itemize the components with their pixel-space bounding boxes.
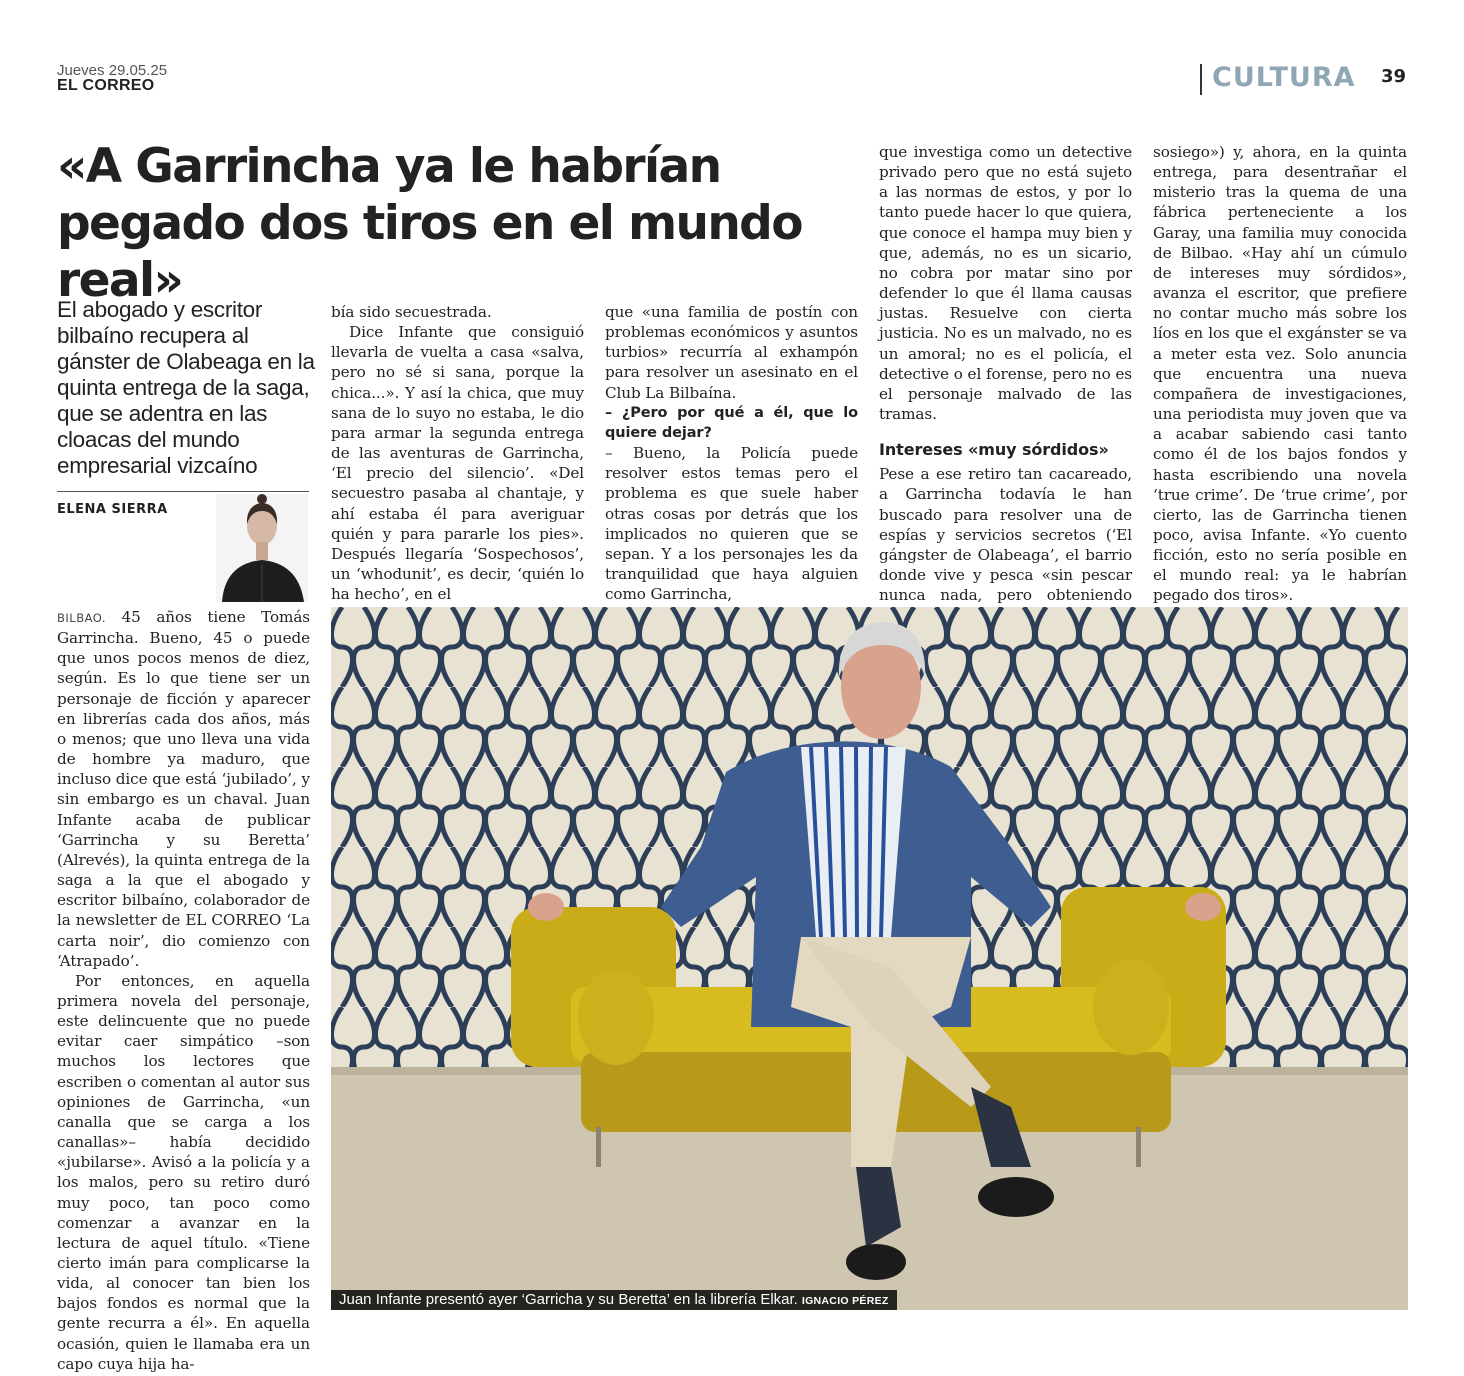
paragraph: que «una familia de postín con problemas económicos y asuntos turbios» recurría al exhampón para resolver un asesinato en el Club La Bilbaína. (605, 303, 858, 402)
article-column-2 (331, 302, 584, 604)
paragraph: bía sido secuestrada. (331, 303, 492, 321)
section-label: CULTURA (1212, 62, 1356, 93)
byline: ELENA SIERRA (57, 502, 168, 517)
article-column-1 (57, 607, 310, 1374)
main-photo (331, 607, 1408, 1310)
headline: «A Garrincha ya le habrían pegado dos tiros en el mundo real» (57, 139, 802, 308)
paragraph: Pese a ese retiro tan cacareado, a Garrincha todavía le han buscado para resolver una de espías y servicios secretos (‘El gángster de Olabeaga’, el barrio donde vive y pesca «sin pescar nunca nada, pero obteniendo (879, 465, 1132, 605)
byline-divider (57, 491, 309, 492)
paragraph: que investiga como un detective privado pero que no está sujeto a las normas de estos, y por lo tanto puede hacer lo que quiera, que conoce el hampa muy bien y que, además, no es un sicario, no cobra por matar sino por defender lo que él llama causas justas. Resuelve con cierta justicia. No es un malvado, no es un amoral; no es el policía, el detective o el forense, pero no es el personaje malvado de las tramas. (879, 143, 1132, 424)
paragraph: sosiego») y, ahora, en la quinta entrega, para desentrañar el misterio tras la quema de una fábrica perteneciente a los Garay, una familia muy conocida de Bilbao. «Hay ahí un cúmulo de intereses muy sórdidos», avanza el escritor, que prefiere no contar mucho más sobre los líos en los que el exgánster se va a meter esta vez. Solo anuncia que encuentra una nueva compañera de investigaciones, una periodista muy joven que va a acabar sabiendo casi tanto como él de los bajos fondos y hasta escribiendo una novela ‘true crime’. De ‘true crime’, por cierto, las de Garrincha tienen poco, avisa Infante. «Yo cuento ficción, esto no sería posible en el mundo real: ya le habrían pegado dos tiros». (1153, 143, 1407, 605)
article-column-4 (879, 142, 1132, 625)
paragraph: – Bueno, la Policía puede resolver estos temas pero el problema es que suele haber otras cosas por detrás que los implicados no quieren que se sepan. Y a los personajes les da tranquilidad que haya alguien como Garrincha, (605, 444, 858, 604)
paragraph: Dice Infante que consiguió llevarla de vuelta a casa «salva, pero no sé si sana, porque la chica...». Y así la chica, que muy sana de lo suyo no estaba, le dio para armar la segunda entrega de las aventuras de Garrincha, ‘El precio del silencio’. «Del secuestro pasaba al chantaje, y ahí estaba él para averiguar quién y para pararle los pies». Después llegaría ‘Sospechosos’, un ‘whodunit’, es decir, ‘quién lo ha hecho’, en el (331, 323, 584, 604)
article-column-3 (605, 302, 858, 604)
photo-credit: IGNACIO PÉREZ (801, 1295, 889, 1307)
caption-text: Juan Infante presentó ayer ‘Garricha y su Beretta’ en la librería Elkar. (339, 1291, 798, 1308)
subheading: Intereses «muy sórdidos» (879, 440, 1109, 460)
deck: El abogado y escritor bilbaíno recupera al gánster de Olabeaga en la quinta entrega de la saga, que se adentra en las cloacas del mundo empresarial vizcaíno (57, 297, 315, 478)
issue-date: Jueves 29.05.25 (57, 62, 168, 79)
section-divider (1200, 64, 1202, 95)
newspaper-name: EL CORREO (57, 77, 155, 94)
interview-question: – ¿Pero por qué a él, que lo quiere dejar? (605, 404, 858, 441)
page-number: 39 (1381, 66, 1407, 87)
author-photo (216, 494, 308, 602)
paragraph: Por entonces, en aquella primera novela del personaje, este delincuente que no puede evitar caer simpático –son muchos los lectores que escriben o comentan al autor sus opiniones de Garrincha, «un canalla que se carga a los canallas»– había decidido «jubilarse». Avisó a la policía y a los malos, pero su retiro duró muy poco, tan poco como comenzar a avanzar en la lectura de aquel título. «Tiene cierto imán para complicarse la vida, al conocer tan bien los bajos fondos es normal que la gente recurra a él». En aquella ocasión, quien le llamaba era un capo cuya hija ha- (57, 971, 310, 1373)
photo-caption (331, 1290, 897, 1310)
article-column-5 (1153, 142, 1407, 606)
paragraph: 45 años tiene Tomás Garrincha. Bueno, 45 o puede que unos pocos menos de diez, según. Es lo que tiene ser un personaje de ficción y aparecer en librerías cada dos años, más o menos; que uno lleva una vida de hombre ya maduro, que incluso dice que está ‘jubilado’, y sin embargo es un chaval. Juan Infante acaba de publicar ‘Garrincha y su Beretta’ (Alrevés), la quinta entrega de la saga a la que el abogado y escritor bilbaíno, colaborador de la newsletter de EL CORREO ‘La carta noir’, dio comienzo con ‘Atrapado’. (57, 608, 311, 970)
dateline: BILBAO. (57, 611, 106, 625)
